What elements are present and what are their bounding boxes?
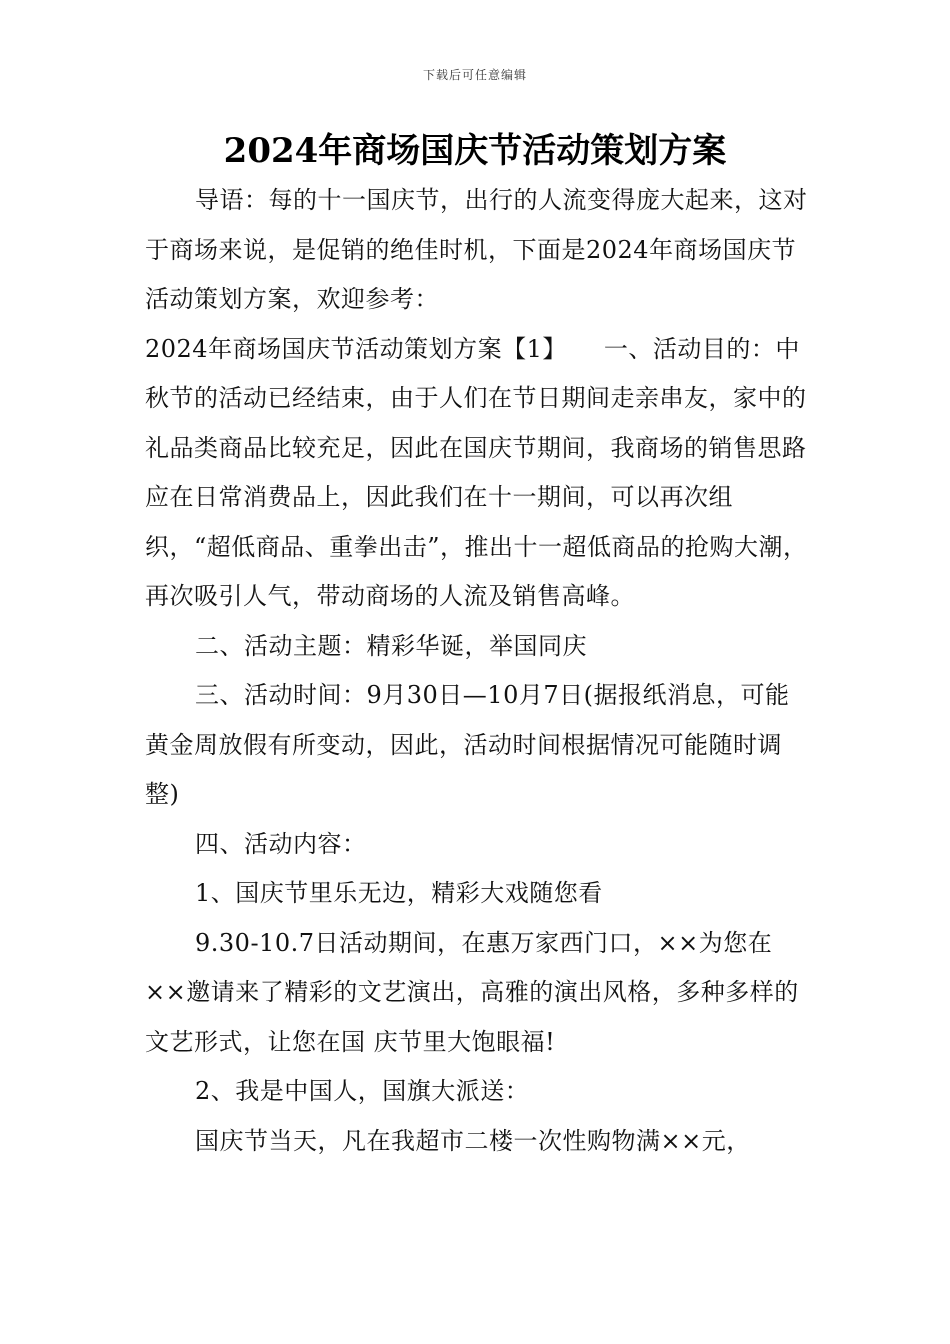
item-2-heading: 2、我是中国人，国旗大派送： bbox=[195, 1077, 530, 1105]
item-1-heading: 1、国庆节里乐无边，精彩大戏随您看 bbox=[195, 879, 603, 907]
item-1-body: 9.30-10.7日活动期间，在惠万家西门口，××为您在××邀请来了精彩的文艺演出，高雅的演出风格，多种多样的文艺形式，让您在国 庆节里大饱眼福! bbox=[145, 928, 799, 1056]
section-1-paragraph: 2024年商场国庆节活动策划方案【1】 一、活动目的：中秋节的活动已经结束，由于人们在节日期间走亲串友，家中的礼品类商品比较充足，因此在国庆节期间，我商场的销售思路应在日常消费品上，因此我们在十一期间，可以再次组织，“超低商品、重拳出击”，推出十一超低商品的抢购大潮，再次吸引人气，带动商场的人流及销售高峰。 bbox=[145, 334, 808, 610]
document-body bbox=[145, 176, 810, 1166]
time-paragraph: 三、活动时间：9月30日—10月7日(据报纸消息，可能黄金周放假有所变动，因此，活动时间根据情况可能随时调整) bbox=[145, 681, 790, 808]
intro-paragraph: 导语：每的十一国庆节，出行的人流变得庞大起来，这对于商场来说，是促销的绝佳时机，下面是2024年商场国庆节活动策划方案，欢迎参考： bbox=[145, 186, 808, 313]
header-note: 下载后可任意编辑 bbox=[422, 68, 527, 82]
theme-paragraph: 二、活动主题：精彩华诞，举国同庆 bbox=[195, 631, 587, 660]
item-2-body: 国庆节当天，凡在我超市二楼一次性购物满××元， bbox=[195, 1126, 751, 1155]
content-heading: 四、活动内容： bbox=[195, 829, 367, 858]
document-title: 2024年商场国庆节活动策划方案 bbox=[223, 131, 727, 171]
